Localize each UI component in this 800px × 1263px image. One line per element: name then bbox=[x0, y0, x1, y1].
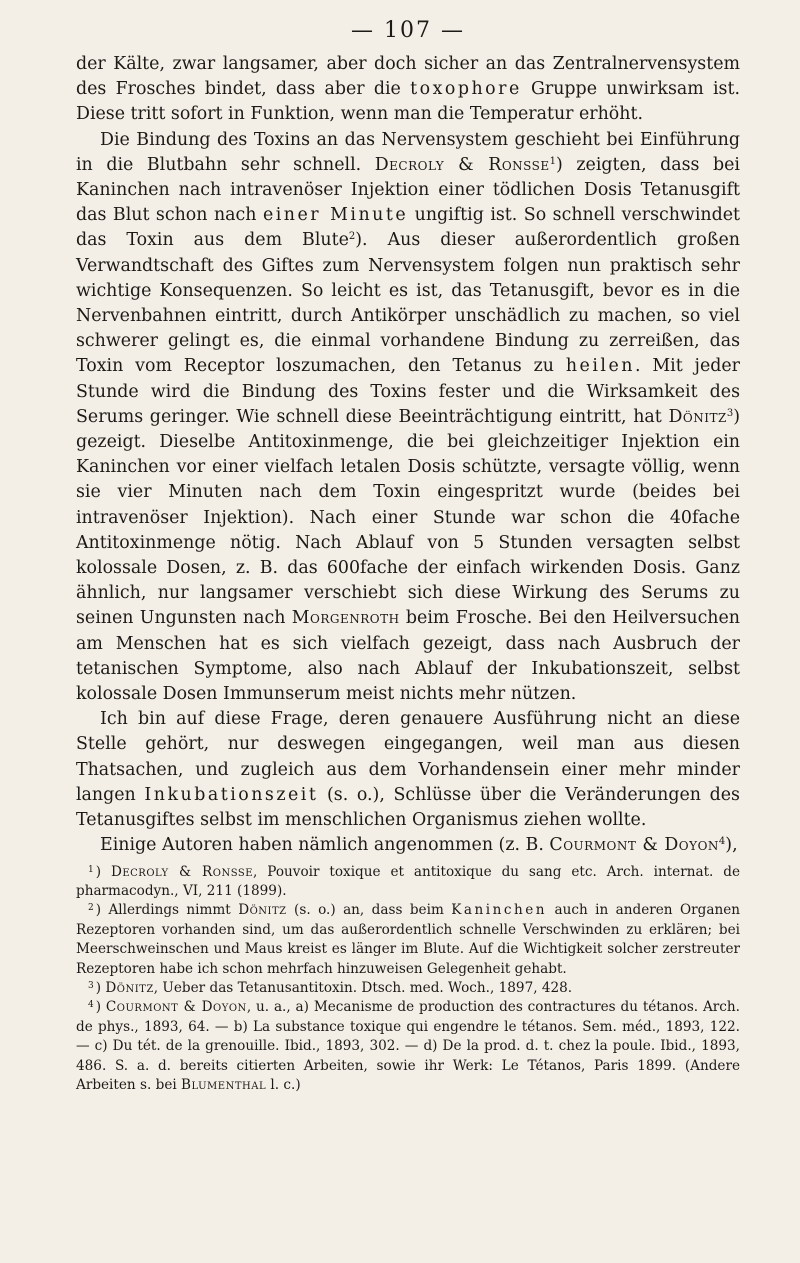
paragraph: der Kälte, zwar langsamer, aber doch sicher an das Zentralnervensystem des Frosches bindet, dass aber die toxophore Gruppe unwirksam ist. Diese tritt sofort in Funktion, wenn man die Temperatur erhöht. bbox=[76, 54, 740, 125]
author-name: Dönitz bbox=[668, 406, 727, 427]
footnote-ref: 1 bbox=[549, 155, 557, 167]
footnote: $^3$ ) Dönitz, Ueber das Tetanusantitoxin. Dtsch. med. Woch., 1897, 428. bbox=[88, 979, 573, 996]
paragraph: Einige Autoren haben nämlich angenommen (z. B. Courmont & Doyon$^4$), bbox=[100, 835, 738, 856]
footnote: $^4$ ) Courmont & Doyon, u. a., a) Mecanisme de production des contractures du tétanos. Arch. de phys., 1893, 64. — b) La substance toxique qui engendre le tétanos. Sem. méd., 1893, 122. — c) Du tét. de la grenouille. Ibid., 1893, 302. — d) De la prod. d. t. chez la poule. Ibid., 1893, 486. S. a. d. bereits citierten Arbeiten, sowie ihr Werk: Le Tétanos, Paris 1899. (Andere Arbeiten s. bei Blumenthal l. c.) bbox=[76, 999, 740, 1093]
footnotes bbox=[76, 863, 740, 1096]
author-name: Decroly & Ronsse bbox=[374, 154, 550, 175]
paragraph: Die Bindung des Toxins an das Nervensystem geschieht bei Einführung in die Blutbahn sehr schnell. Decroly & Ronsse$^1$) zeigten, dass bei Kaninchen nach intravenöser Injektion einer tödlichen Dosis Tetanusgift das Blut schon nach einer Minute ungiftig ist. So schnell verschwindet das Toxin aus dem Blute$^2$). Aus dieser außerordentlich großen Verwandtschaft des Giftes zum Nervensystem folgen nun praktisch sehr wichtige Konsequenzen. So leicht es ist, das Tetanusgift, bevor es in die Nervenbahnen eintritt, durch Antikörper unschädlich zu machen, so viel schwerer gelingt es, die einmal vorhandene Bindung zu zerreißen, das Toxin vom Receptor loszumachen, den Tetanus zu heilen. Mit jeder Stunde wird die Bindung des Toxins fester und die Wirksamkeit des Serums geringer. Wie schnell diese Beeinträchtigung eintritt, hat Dönitz$^3$) gezeigt. Dieselbe Antitoxinmenge, die bei gleichzeitiger Injektion ein Kaninchen vor einer vielfach letalen Dosis schützte, versagte völlig, wenn sie vier Minuten nach dem Toxin eingespritzt wurde (beides bei intravenöser Injektion). Nach einer Stunde war schon die 40fache Antitoxinmenge nötig. Nach Ablauf von 5 Stunden versagten selbst kolossale Dosen, z. B. das 600fache der einfach wirkenden Dosis. Ganz ähnlich, nur langsamer verschiebt sich diese Wirkung des Serums zu seinen Ungunsten nach Morgenroth beim Frosche. Bei den Heilversuchen am Menschen hat es sich vielfach gezeigt, dass nach Ausbruch der tetanischen Symptome, also nach Ablauf der Inkubationszeit, selbst kolossale Dosen Immunserum meist nichts mehr nützen. bbox=[76, 129, 740, 705]
footnote-ref: 4 bbox=[718, 836, 726, 848]
author-name: Courmont & Doyon bbox=[549, 835, 719, 856]
footnote-ref: 2 bbox=[348, 231, 356, 243]
footnote: $^1$ ) Decroly & Ronsse, Pouvoir toxique et antitoxique du sang etc. Arch. internat. de pharmacodyn., VI, 211 (1899). bbox=[76, 863, 741, 899]
author-name: Morgenroth bbox=[291, 608, 400, 629]
footnote-ref: 3 bbox=[726, 407, 734, 419]
page-number: — 107 — bbox=[351, 18, 465, 43]
body-text bbox=[76, 52, 740, 859]
paragraph: Ich bin auf diese Frage, deren genauere Ausführung nicht an diese Stelle gehört, nur deswegen eingegangen, weil man aus diesen Thatsachen, und zugleich aus dem Vorhandensein einer mehr minder langen Inkubationszeit (s. o.), Schlüsse über die Veränderungen des Tetanusgiftes selbst im menschlichen Organismus ziehen wollte. bbox=[76, 709, 740, 831]
footnote: $^2$ ) Allerdings nimmt Dönitz (s. o.) an, dass beim Kaninchen auch in anderen Organen Rezeptoren vorhanden sind, um das außerordentlich schnelle Verschwinden zu erklären; bei Meerschweinschen und Maus kreist es länger im Blute. Auf die Wichtigkeit solcher zerstreuter Rezeptoren habe ich schon mehrfach hinzuweisen Gelegenheit gehabt. bbox=[76, 902, 740, 977]
